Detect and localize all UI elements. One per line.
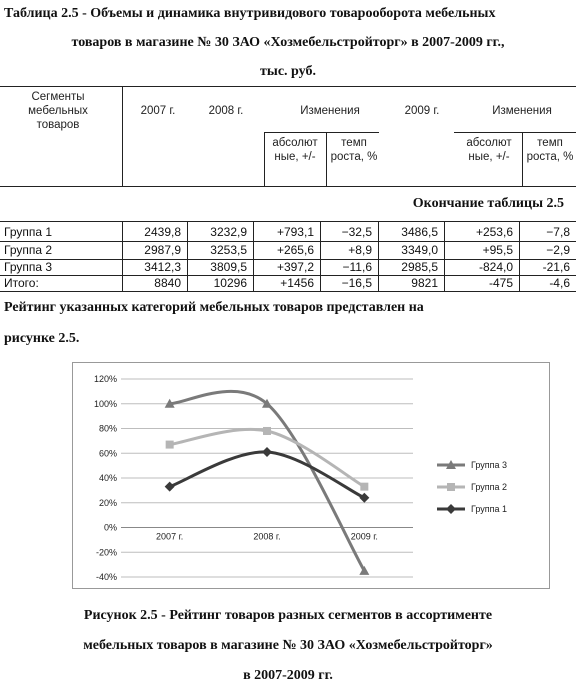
data-point	[360, 483, 368, 491]
legend-label: Группа 3	[471, 460, 508, 470]
table-cell: 2987,9	[144, 243, 181, 257]
table-cell: +793,1	[276, 225, 314, 239]
table-title-line-2: товаров в магазине № 30 ЗАО «Хозмебельстройторг» в 2007-2009 гг.,	[71, 35, 505, 50]
legend-label: Группа 1	[471, 504, 508, 514]
table-row-label: Группа 2	[4, 243, 53, 257]
table-top-border	[0, 86, 576, 87]
col-divider	[522, 132, 523, 186]
col-divider	[122, 221, 123, 291]
table-row-label: Итого:	[4, 276, 39, 290]
y-tick-label: -20%	[95, 547, 117, 558]
table-cell: −32,5	[341, 225, 372, 239]
series-line	[170, 452, 365, 498]
table-title-line-3: тыс. руб.	[260, 64, 316, 79]
header-sub-border-2	[454, 132, 576, 133]
table-cell: 2439,8	[144, 225, 181, 239]
table-cell: 8840	[154, 276, 181, 290]
col-divider	[264, 132, 265, 186]
table-cell: 9821	[411, 276, 438, 290]
header-2007: 2007 г.	[140, 105, 176, 117]
y-tick-label: 0%	[103, 522, 117, 533]
table-cell: -4,6	[549, 276, 570, 290]
data-point	[165, 482, 175, 492]
table-title-line-1: Таблица 2.5 - Объемы и динамика внутривидового товарооборота мебельных	[4, 6, 496, 21]
y-tick-label: 60%	[98, 448, 117, 459]
y-tick-label: 40%	[98, 473, 117, 483]
row-border	[0, 221, 576, 222]
table-cell: -824,0	[478, 260, 513, 274]
header-2009: 2009 г.	[404, 105, 440, 117]
table-cell: 3349,0	[401, 243, 438, 257]
header-rate-1: темп роста, %	[330, 137, 378, 163]
table-cell: 10296	[213, 276, 247, 290]
header-changes-1: Изменения	[300, 105, 360, 117]
col-divider	[320, 221, 321, 291]
col-divider	[378, 221, 379, 291]
y-tick-label: 20%	[98, 497, 117, 508]
row-border	[0, 241, 576, 242]
data-point	[166, 441, 174, 449]
data-point	[262, 447, 272, 457]
y-tick-label: 80%	[98, 423, 117, 434]
y-tick-label: 120%	[93, 374, 117, 384]
table-cell: -21,6	[542, 260, 570, 274]
legend-marker	[447, 483, 455, 491]
table-cell: +8,9	[348, 243, 372, 257]
y-tick-label: 100%	[93, 398, 117, 409]
y-tick-label: -40%	[95, 572, 117, 582]
legend-marker	[446, 504, 456, 514]
table-cell: −7,8	[546, 225, 570, 239]
header-segment: Сегменты мебельных товаров	[28, 91, 88, 131]
body-paragraph-line-1: Рейтинг указанных категорий мебельных товаров представлен на	[4, 300, 424, 315]
header-changes-2: Изменения	[492, 105, 552, 117]
table-cell: 2985,5	[401, 260, 438, 274]
col-divider	[444, 221, 445, 291]
table-cell: 3253,5	[210, 243, 247, 257]
table-continuation-label: Окончание таблицы 2.5	[412, 196, 564, 211]
table-row-label: Группа 1	[4, 225, 53, 239]
figure-caption-line-3: в 2007-2009 гг.	[243, 668, 333, 683]
figure-caption-line-2: мебельных товаров в магазине № 30 ЗАО «Хозмебельстройторг»	[83, 638, 493, 653]
line-chart	[72, 362, 550, 589]
row-border	[0, 291, 576, 292]
x-tick-label: 2008 г.	[253, 531, 281, 542]
legend-label: Группа 2	[471, 482, 508, 492]
table-row-label: Группа 3	[4, 260, 53, 274]
body-paragraph-line-2: рисунке 2.5.	[4, 331, 80, 346]
col-divider	[187, 221, 188, 291]
header-bottom-border	[0, 186, 576, 187]
table-cell: 3232,9	[210, 225, 247, 239]
col-divider	[122, 86, 123, 186]
table-cell: 3412,3	[144, 260, 181, 274]
header-abs-2: абсолют ные, +/-	[466, 137, 512, 163]
header-sub-border-1	[264, 132, 379, 133]
table-cell: −16,5	[341, 276, 372, 290]
table-cell: +397,2	[276, 260, 314, 274]
table-cell: −11,6	[342, 260, 372, 274]
table-cell: 3809,5	[210, 260, 247, 274]
table-cell: +253,6	[475, 225, 513, 239]
table-cell: +265,6	[276, 243, 314, 257]
table-cell: +95,5	[482, 243, 513, 257]
data-point	[263, 427, 271, 435]
header-abs-1: абсолют ные, +/-	[272, 137, 318, 163]
header-rate-2: темп роста, %	[526, 137, 574, 163]
header-2008: 2008 г.	[208, 105, 244, 117]
figure-caption-line-1: Рисунок 2.5 - Рейтинг товаров разных сегментов в ассортименте	[83, 608, 493, 623]
table-cell: −2,9	[546, 243, 570, 257]
x-tick-label: 2009 г.	[350, 531, 378, 542]
table-cell: 3486,5	[401, 225, 438, 239]
col-divider	[519, 221, 520, 291]
x-tick-label: 2007 г.	[156, 531, 184, 542]
col-divider	[326, 132, 327, 186]
table-cell: -475	[488, 276, 513, 290]
chart-svg	[73, 363, 549, 588]
col-divider	[253, 221, 254, 291]
table-cell: +1456	[280, 276, 314, 290]
